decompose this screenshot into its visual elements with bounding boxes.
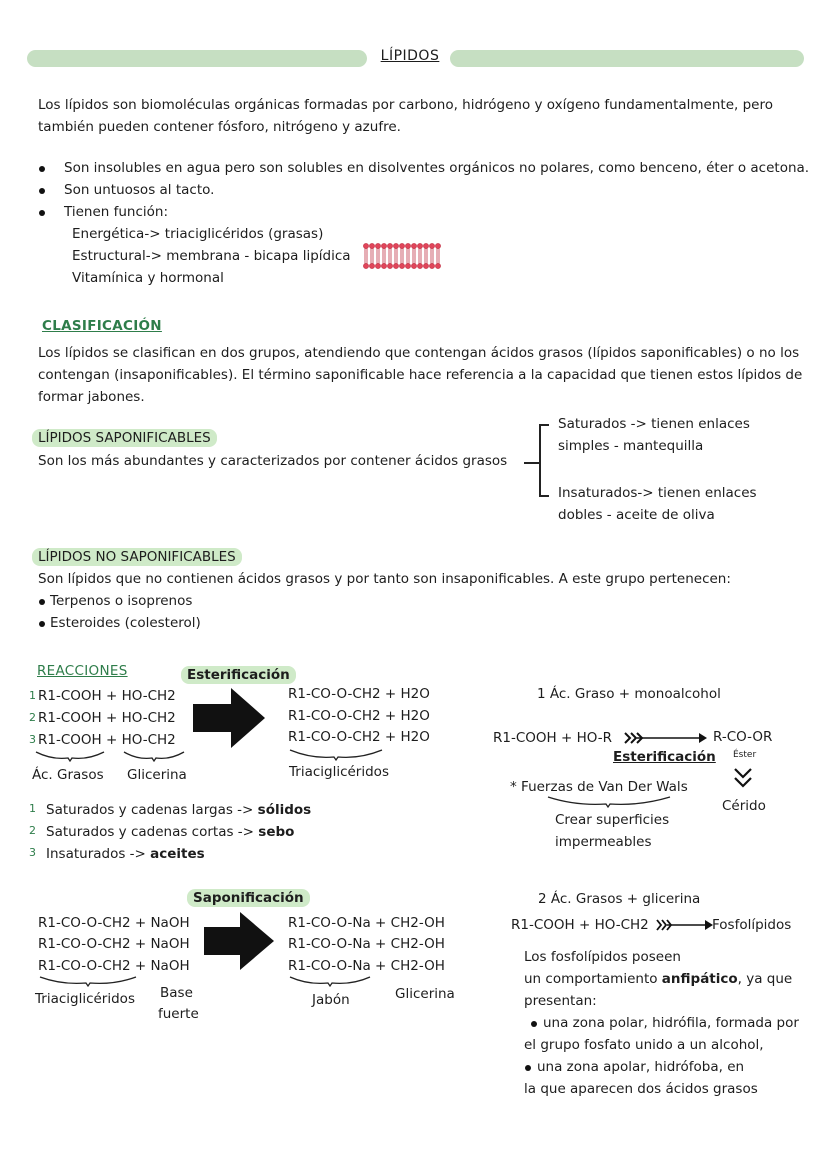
branch-vertical [539, 424, 541, 496]
saturated-line2: simples - mantequilla [558, 438, 704, 454]
saponification-label: Saponificación [187, 889, 310, 907]
branch-connector [524, 462, 540, 464]
lipid-bilayer-icon [363, 243, 441, 269]
forces-text: * Fuerzas de Van Der Wals [510, 779, 688, 795]
phospholipid-desc1: Los fosfolípidos poseen [524, 949, 681, 965]
property-3: Tienen función: [64, 204, 168, 220]
type-2 [46, 824, 294, 840]
function-1: Energética-> triaciglicéridos (grasas) [72, 226, 324, 242]
bullet-apolar [525, 1065, 531, 1071]
phospholipid-reactant: R1-COOH + HO-CH2 [511, 917, 649, 933]
item-esteroides: Esteroides (colesterol) [50, 615, 201, 631]
brace-acids [34, 750, 106, 762]
bullet-terpenos [39, 599, 45, 605]
phospholipid-desc2 [524, 971, 792, 987]
ester-reactant-3: R1-COOH + HO-CH2 [38, 732, 176, 748]
type-1 [46, 802, 311, 818]
ester-product-2: R1-CO-O-CH2 + H2O [288, 708, 430, 724]
monoalcohol-title: 1 Ác. Graso + monoalcohol [537, 686, 721, 702]
ester-reactant-1: R1-COOH + HO-CH2 [38, 688, 176, 704]
type-num-2: 2 [29, 824, 36, 837]
phospholipid-title: 2 Ác. Grasos + glicerina [538, 891, 701, 907]
reaction-num-2: 2 [29, 711, 36, 724]
reaction-num-1: 1 [29, 689, 36, 702]
sapon-product-3: R1-CO-O-Na + CH2-OH [288, 958, 445, 974]
phospholipid-desc3: presentan: [524, 993, 597, 1009]
type-1-bold: sólidos [257, 802, 312, 818]
apolar-line1: una zona apolar, hidrófoba, en [537, 1059, 745, 1075]
brace-forces [546, 795, 672, 809]
polar-line2: el grupo fosfato unido a un alcohol, [524, 1037, 764, 1053]
bullet-polar [531, 1021, 537, 1027]
reactions-heading: REACCIONES [37, 663, 128, 679]
ester-reactant-2: R1-COOH + HO-CH2 [38, 710, 176, 726]
ester-label: Éster [733, 750, 757, 760]
phospholipid-product: Fosfolípidos [712, 917, 792, 933]
monoalcohol-reactant: R1-COOH + HO-R [493, 730, 612, 746]
saponifiable-heading: LÍPIDOS SAPONIFICABLES [32, 429, 217, 447]
monoalcohol-product: R-CO-OR [713, 729, 773, 745]
brace-sapon-soap [288, 975, 372, 988]
type-num-3: 3 [29, 846, 36, 859]
function-2: Estructural-> membrana - bicapa lipídica [72, 248, 351, 264]
brace-glycerin [122, 750, 186, 762]
bullet-3 [39, 210, 45, 216]
intro-text: Los lípidos son biomoléculas orgánicas formadas por carbono, hidrógeno y oxígeno fundamentalmente, pero también pueden contener fósforo, nitrógeno y azufre. [38, 97, 773, 135]
reaction-num-3: 3 [29, 733, 36, 746]
header-bar-left [27, 50, 367, 67]
use-line2: impermeables [555, 834, 652, 850]
classification-heading: CLASIFICACIÓN [42, 318, 162, 334]
sapon-product-1: R1-CO-O-Na + CH2-OH [288, 915, 445, 931]
monoalcohol-label: Esterificación [613, 749, 716, 765]
type-3-text: Insaturados -> [46, 846, 151, 862]
label-soap: Jabón [312, 992, 350, 1008]
type-num-1: 1 [29, 802, 36, 815]
esterification-label: Esterificación [181, 666, 296, 684]
non-saponifiable-text: Son lípidos que no contienen ácidos grasos y por tanto son insaponificables. A este grupo pertenecen: [38, 571, 731, 587]
big-arrow-icon-1 [193, 688, 265, 748]
label-sapon-tg: Triaciglicéridos [35, 991, 135, 1007]
non-saponifiable-heading: LÍPIDOS NO SAPONIFICABLES [32, 548, 242, 566]
function-3: Vitamínica y hormonal [72, 270, 224, 286]
item-terpenos: Terpenos o isoprenos [50, 593, 193, 609]
classification-text: Los lípidos se clasifican en dos grupos, atendiendo que contengan ácidos grasos (lípidos saponificables) o no los contengan (insaponificables). El término saponificable hace referencia a la capacidad que tienen estos lípidos de formar jabones. [38, 345, 803, 405]
sapon-reactant-2: R1-CO-O-CH2 + NaOH [38, 936, 190, 952]
header-bar-right [450, 50, 804, 67]
unsaturated-line1: Insaturados-> tienen enlaces [558, 485, 757, 501]
branch-bottom-tick [539, 495, 549, 497]
type-2-bold: sebo [258, 824, 295, 840]
label-sapon-glycerin: Glicerina [395, 986, 455, 1002]
label-triglycerides: Triaciglicéridos [289, 764, 389, 780]
sapon-reactant-3: R1-CO-O-CH2 + NaOH [38, 958, 190, 974]
desc2-a: un comportamiento [524, 971, 662, 987]
use-line1: Crear superficies [555, 812, 670, 828]
property-1: Son insolubles en agua pero son solubles en disolventes orgánicos no polares, como benceno, éter o acetona. [64, 160, 810, 176]
brace-sapon-tg [38, 975, 138, 988]
apolar-line2: la que aparecen dos ácidos grasos [524, 1081, 758, 1097]
ester-product-1: R1-CO-O-CH2 + H2O [288, 686, 430, 702]
type-3-bold: aceites [150, 846, 205, 862]
page-title: LÍPIDOS [380, 48, 440, 64]
desc2-b: anfipático [661, 971, 738, 987]
big-arrow-icon-2 [204, 912, 274, 970]
desc2-c: , ya que [737, 971, 793, 987]
polar-line1: una zona polar, hidrófila, formada por [543, 1015, 799, 1031]
brace-triglycerides [288, 748, 384, 762]
bullet-esteroides [39, 621, 45, 627]
arrow-icon-monoalcohol [623, 731, 707, 745]
property-2: Son untuosos al tacto. [64, 182, 215, 198]
saponifiable-text: Son los más abundantes y caracterizados por contener ácidos grasos [38, 453, 508, 469]
branch-top-tick [539, 424, 549, 426]
bullet-2 [39, 188, 45, 194]
label-base-1: Base [160, 985, 193, 1001]
arrow-icon-phospholipid [655, 918, 713, 932]
label-base-2: fuerte [158, 1006, 199, 1022]
sapon-product-2: R1-CO-O-Na + CH2-OH [288, 936, 445, 952]
label-glycerin: Glicerina [127, 767, 187, 783]
unsaturated-line2: dobles - aceite de oliva [558, 507, 715, 523]
type-3 [46, 846, 205, 862]
cerido-label: Cérido [722, 798, 766, 814]
type-1-text: Saturados y cadenas largas -> [46, 802, 258, 818]
sapon-reactant-1: R1-CO-O-CH2 + NaOH [38, 915, 190, 931]
saturated-line1: Saturados -> tienen enlaces [558, 416, 750, 432]
bullet-1 [39, 166, 45, 172]
type-2-text: Saturados y cadenas cortas -> [46, 824, 259, 840]
label-acids: Ác. Grasos [32, 767, 104, 783]
ester-product-3: R1-CO-O-CH2 + H2O [288, 729, 430, 745]
double-chevron-down-icon [733, 767, 753, 789]
